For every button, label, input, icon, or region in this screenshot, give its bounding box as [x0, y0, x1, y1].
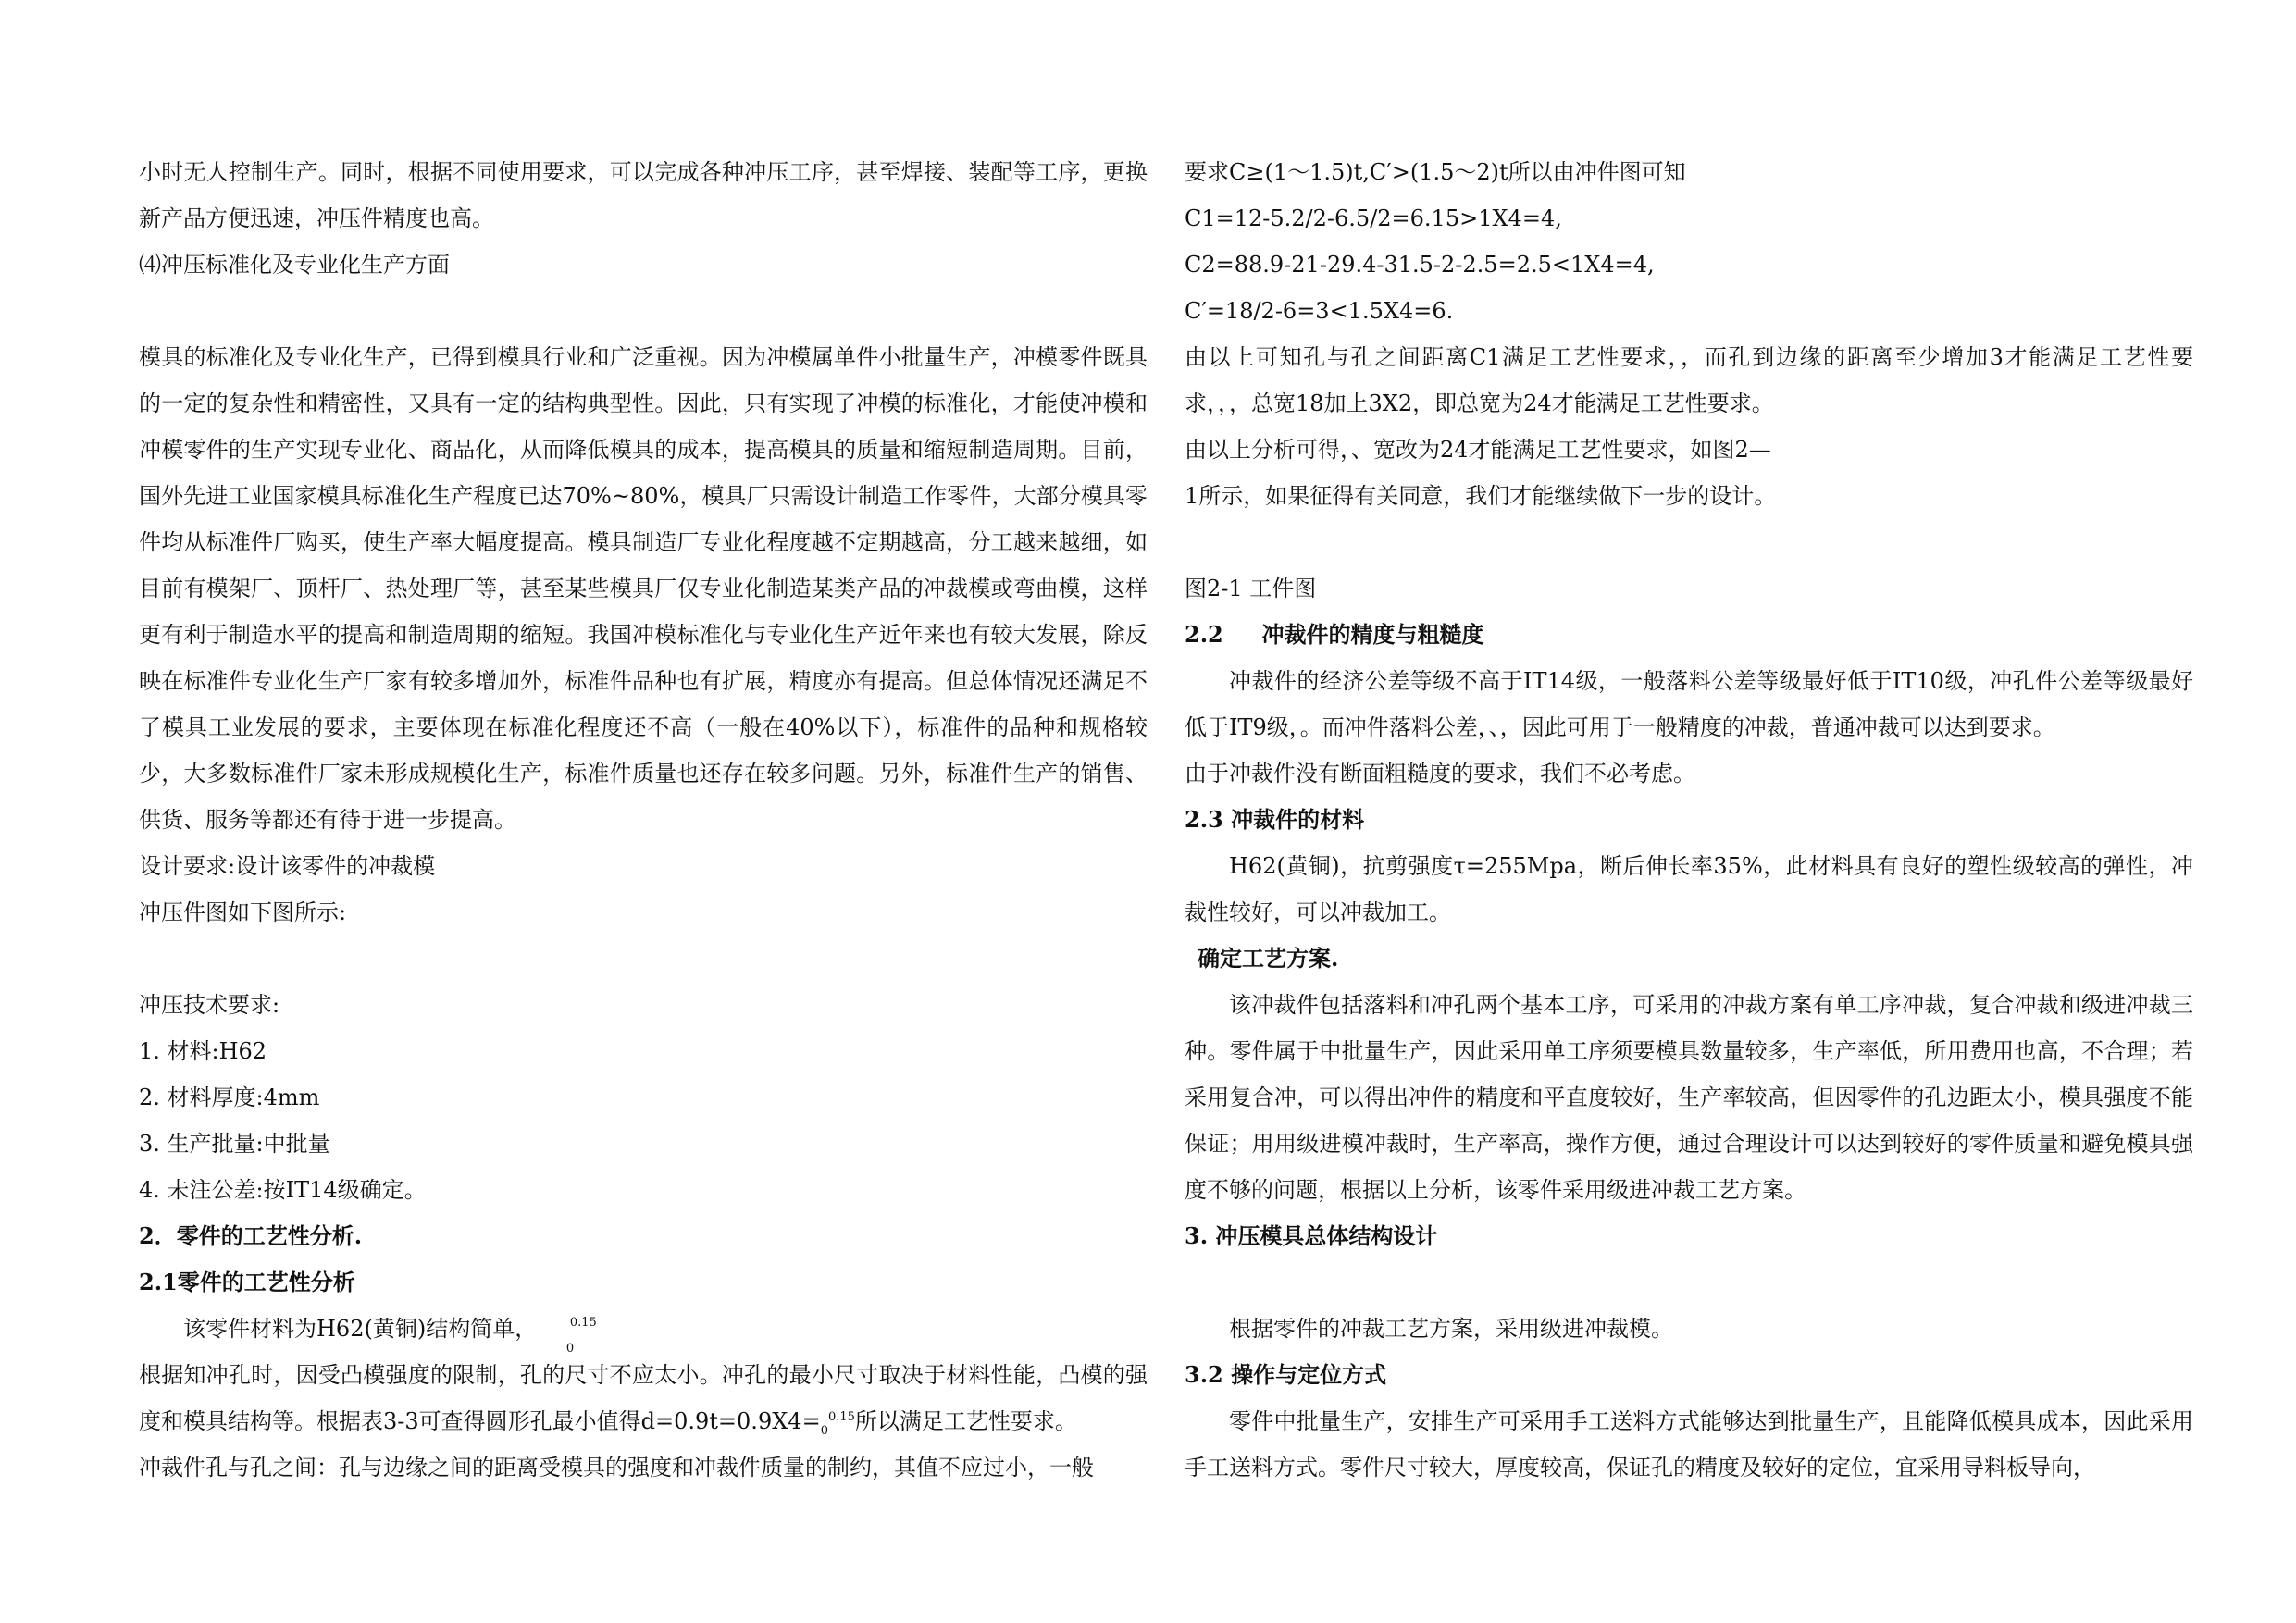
design-requirement: 设计要求:设计该零件的冲裁模 — [139, 853, 436, 879]
text: 根据知冲孔时，因受凸模强度的限制，孔的尺寸不应太小。冲孔的最小尺寸取决于材料性能，凸模的强度和模具结构等。根据表3-3可查得圆形孔最小值得d=0.9t=0.9X4= — [139, 1362, 1148, 1434]
tolerance-upper: 0.15 — [827, 1410, 855, 1424]
paragraph-line: 该零件材料为H62(黄铜)结构简单， 0.15 0 — [183, 1316, 597, 1356]
section-heading: 3. 冲压模具总体结构设计 — [1185, 1222, 1438, 1249]
paragraph: 由以上可知孔与孔之间距离C1满足工艺性要求，，而孔到边缘的距离至少增加3才能满足工艺性要求，，，总宽18加上3X2，即总宽为24才能满足工艺性要求。 — [1185, 344, 2193, 416]
section-heading: 2.1零件的工艺性分析 — [139, 1269, 355, 1295]
left-column — [139, 149, 1148, 1491]
section-subheading: ⑷冲压标准化及专业化生产方面 — [139, 252, 450, 278]
paragraph-line: 由于冲裁件没有断面粗糙度的要求，我们不必考虑。 — [1185, 761, 1695, 787]
paragraph: 小时无人控制生产。同时，根据不同使用要求，可以完成各种冲压工序，甚至焊接、装配等工序，更换新产品方便迅速，冲压件精度也高。 — [139, 159, 1148, 231]
paragraph-line: 根据零件的冲裁工艺方案，采用级进冲裁模。 — [1229, 1316, 1673, 1342]
paragraph: 冲裁件的经济公差等级不高于IT14级，一般落料公差等级最好低于IT10级，冲孔件公差等级最好低于IT9级，。而冲件落料公差，、，因此可用于一般精度的冲裁，普通冲裁可以达到要求。 — [1185, 668, 2193, 740]
figure-note: 冲压件图如下图所示: — [139, 899, 347, 925]
paragraph: 模具的标准化及专业化生产，已得到模具行业和广泛重视。因为冲模属单件小批量生产，冲模零件既具的一定的复杂性和精密性，又具有一定的结构典型性。因此，只有实现了冲模的标准化，才能使冲模和冲模零件的生产实现专业化、商品化，从而降低模具的成本，提高模具的质量和缩短制造周期。目前，国外先进工业国家模具标准化生产程度已达70%~80%，模具厂只需设计制造工作零件，大部分模具零件均从标准件厂购买，使生产率大幅度提高。模具制造厂专业化程度越不定期越高，分工越来越细，如目前有模架厂、顶杆厂、热处理厂等，甚至某些模具厂仅专业化制造某类产品的冲裁模或弯曲模，这样更有利于制造水平的提高和制造周期的缩短。我国冲模标准化与专业化生产近年来也有较大发展，除反映在标准件专业化生产厂家有较多增加外，标准件品种也有扩展，精度亦有提高。但总体情况还满足不了模具工业发展的要求，主要体现在标准化程度还不高（一般在40%以下），标准件的品种和规格较少，大多数标准件厂家未形成规模化生产，标准件质量也还存在较多问题。另外，标准件生产的销售、供货、服务等都还有待于进一步提高。 — [139, 344, 1148, 833]
paragraph: 该冲裁件包括落料和冲孔两个基本工序，可采用的冲裁方案有单工序冲裁，复合冲裁和级进冲裁三种。零件属于中批量生产，因此采用单工序须要模具数量较多，生产率低，所用费用也高，不合理；若采用复合冲，可以得出冲件的精度和平直度较好，生产率较高，但因零件的孔边距太小，模具强度不能保证；用用级进模冲裁时，生产率高，操作方便，通过合理设计可以达到较好的零件质量和避免模具强度不够的问题，根据以上分析，该零件采用级进冲裁工艺方案。 — [1185, 992, 2193, 1203]
paragraph-line: 1所示，如果征得有关同意，我们才能继续做下一步的设计。 — [1185, 483, 1777, 509]
requirement-item: 4. 未注公差:按IT14级确定。 — [139, 1177, 427, 1203]
figure-caption: 图2-1 工件图 — [1185, 576, 1317, 601]
section-heading: 2．零件的工艺性分析. — [139, 1222, 363, 1249]
requirement-item: 2. 材料厚度:4mm — [139, 1084, 320, 1110]
section-heading: 3.2 操作与定位方式 — [1185, 1361, 1387, 1388]
paragraph-line: 要求C≥(1～1.5)t,C′>(1.5～2)t所以由冲件图可知 — [1185, 159, 1686, 185]
paragraph: H62(黄铜)，抗剪强度τ=255Mpa，断后伸长率35%，此材料具有良好的塑性级较高的弹性，冲裁性较好，可以冲裁加工。 — [1185, 853, 2193, 925]
blank-line — [1185, 519, 2193, 565]
paragraph — [139, 1352, 1148, 1444]
paragraph: 零件中批量生产，安排生产可采用手工送料方式能够达到批量生产，且能降低模具成本，因此采用手工送料方式。零件尺寸较大，厚度较高，保证孔的精度及较好的定位，宜采用导料板导向， — [1185, 1408, 2193, 1481]
formula-line: C′=18/2-6=3<1.5X4=6. — [1185, 298, 1454, 324]
text: 该零件材料为H62(黄铜)结构简单， — [183, 1316, 538, 1342]
paragraph: 冲裁件孔与孔之间：孔与边缘之间的距离受模具的强度和冲裁件质量的制约，其值不应过小，一般 — [139, 1455, 1094, 1481]
requirement-item: 1. 材料:H62 — [139, 1038, 267, 1064]
figure-placeholder — [139, 935, 1148, 982]
blank-line — [139, 288, 1148, 334]
section-heading: 确定工艺方案. — [1198, 945, 1339, 972]
right-column — [1185, 149, 2193, 1491]
formula-line: C2=88.9-21-29.4-31.5-2-2.5=2.5<1X4=4, — [1185, 252, 1655, 278]
tolerance-lower: 0 — [820, 1423, 828, 1438]
tech-requirements-title: 冲压技术要求: — [139, 992, 280, 1018]
section-heading: 2.3 冲裁件的材料 — [1185, 806, 1365, 833]
text: 所以满足工艺性要求。 — [854, 1408, 1077, 1434]
paragraph-line: 由以上分析可得，、宽改为24才能满足工艺性要求，如图2— — [1185, 437, 1771, 463]
section-heading: 2.2 冲裁件的精度与粗糙度 — [1185, 621, 1484, 648]
requirement-item: 3. 生产批量:中批量 — [139, 1131, 330, 1157]
blank-line — [1185, 1259, 2193, 1306]
formula-line: C1=12-5.2/2-6.5/2=6.15>1X4=4, — [1185, 205, 1562, 231]
